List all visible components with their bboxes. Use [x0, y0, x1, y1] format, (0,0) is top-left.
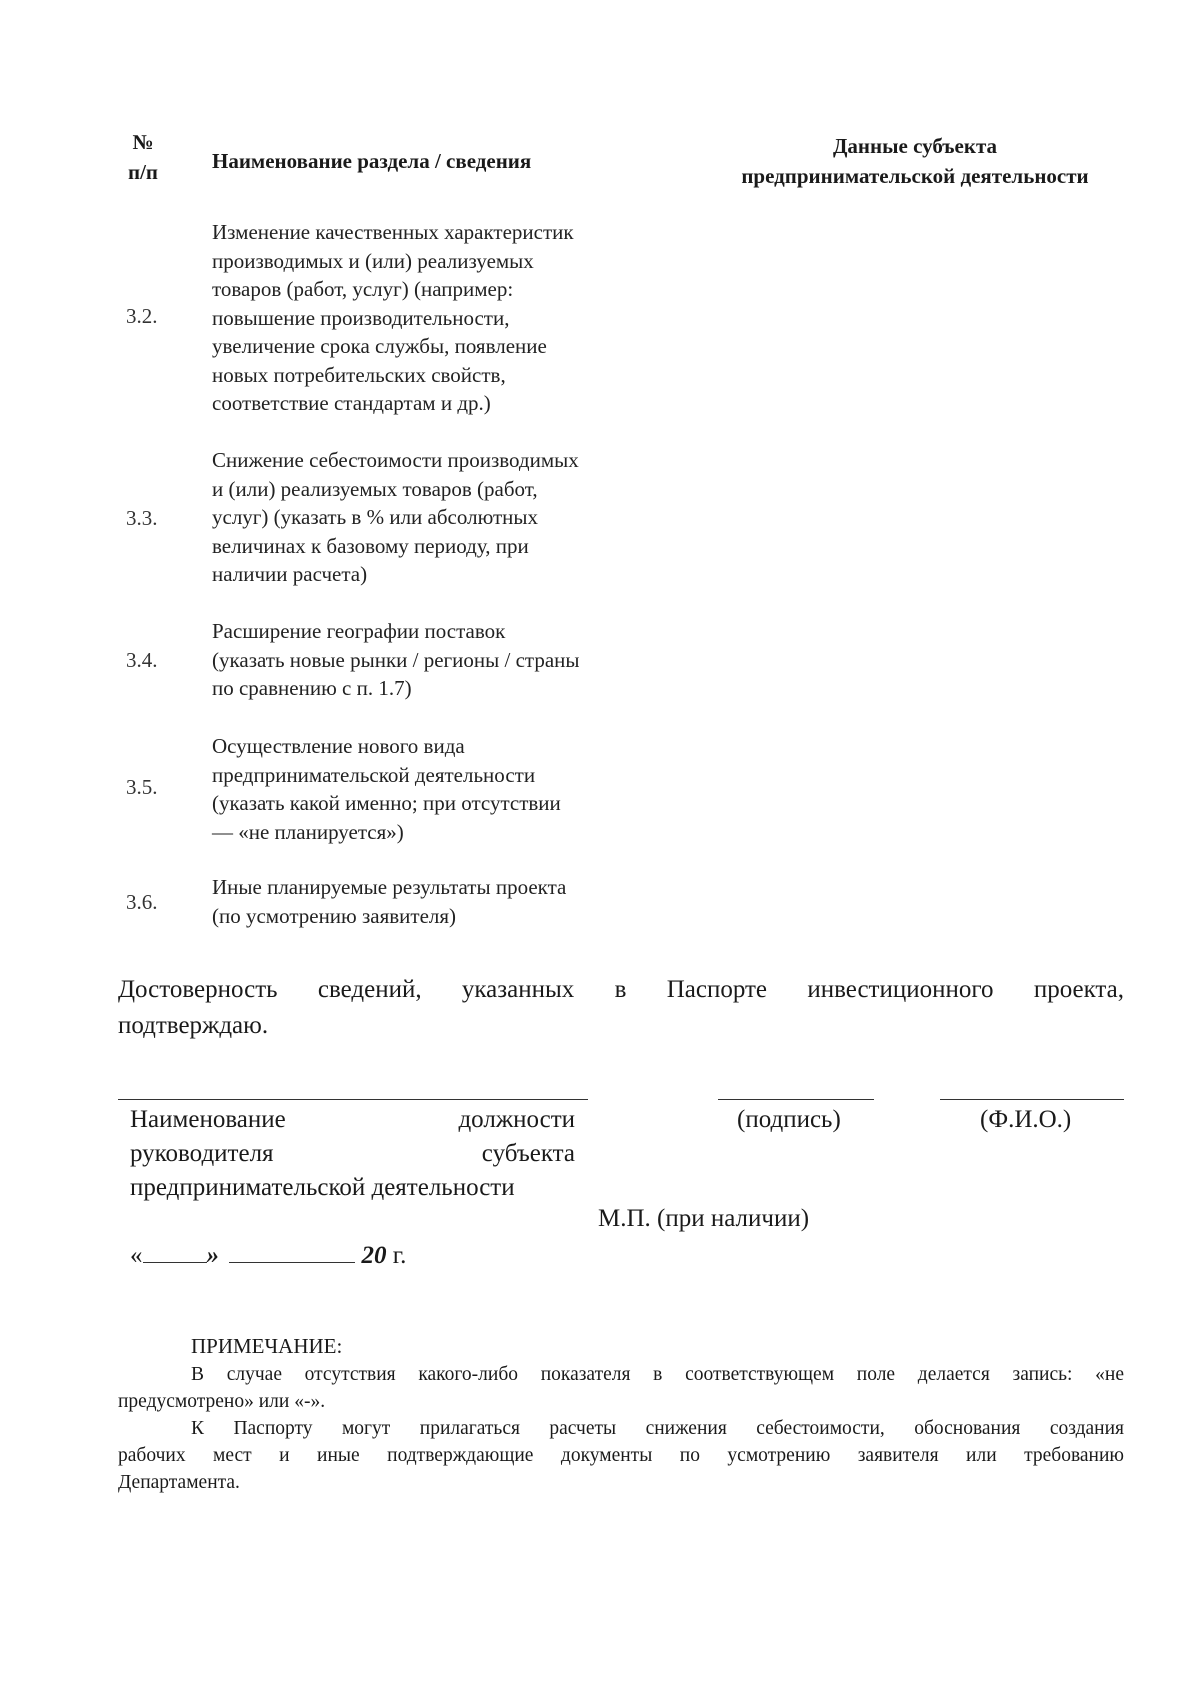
date-year: 20: [361, 1242, 387, 1269]
date-close-quote: »: [206, 1242, 219, 1269]
row-line: повышение производительности,: [212, 305, 510, 330]
position-word: руководителя: [130, 1140, 274, 1167]
note-p2-line2: рабочих мест и иные подтверждающие документы по усмотрению заявителя или требованию: [118, 1445, 1124, 1466]
certification-line-2: подтверждаю.: [118, 1012, 269, 1039]
date-line: [130, 1239, 406, 1273]
certification-line-1: Достоверность сведений, указанных в Паспорте инвестиционного проекта,: [118, 976, 1124, 1003]
row-line: (по усмотрению заявителя): [212, 903, 457, 928]
row-description: [212, 446, 579, 589]
position-word: должности: [458, 1106, 575, 1133]
position-label: [130, 1103, 575, 1205]
header-number-symbol: №: [132, 130, 154, 154]
row-line: (указать какой именно; при отсутствии: [212, 791, 561, 815]
row-description: [212, 218, 574, 418]
signature-label: (подпись): [737, 1106, 841, 1133]
row-description: [212, 732, 561, 846]
row-line: предпринимательской деятельности: [212, 762, 536, 787]
row-line: увеличение срока службы, появление: [212, 334, 547, 358]
row-number: 3.5.: [126, 775, 158, 799]
row-line: наличии расчета): [212, 562, 368, 586]
row-number: 3.6.: [126, 890, 158, 914]
position-word: предпринимательской деятельности: [130, 1174, 515, 1201]
row-line: Осуществление нового вида: [212, 734, 465, 758]
row-line: Снижение себестоимости производимых: [212, 448, 579, 472]
row-line: — «не планируется»): [212, 819, 404, 844]
table-header-entity-data: [680, 131, 1150, 191]
row-line: и (или) реализуемых товаров (работ,: [212, 476, 538, 501]
fio-label: (Ф.И.О.): [980, 1106, 1072, 1133]
note-p2-line1: К Паспорту могут прилагаться расчеты снижения себестоимости, обоснования создания: [191, 1418, 1124, 1439]
note-title: ПРИМЕЧАНИЕ:: [191, 1334, 343, 1358]
row-number: 3.3.: [126, 506, 158, 530]
position-signature-line: [118, 1099, 588, 1100]
row-line: товаров (работ, услуг) (например:: [212, 277, 514, 301]
row-number: 3.2.: [126, 304, 158, 328]
fio-line: [940, 1099, 1124, 1100]
table-header-number: [118, 127, 168, 187]
row-line: по сравнению с п. 1.7): [212, 676, 412, 700]
signature-line: [718, 1099, 874, 1100]
row-line: (указать новые рынки / регионы / страны: [212, 647, 580, 672]
certification-statement: [118, 972, 1124, 1044]
row-line: Расширение географии поставок: [212, 619, 506, 643]
position-word: субъекта: [481, 1140, 575, 1167]
position-word: Наименование: [130, 1106, 286, 1133]
row-number: 3.4.: [126, 648, 158, 672]
note-p1-line1: В случае отсутствия какого-либо показателя в соответствующем поле делается запись: «не: [191, 1364, 1124, 1385]
date-year-suffix: г.: [386, 1242, 407, 1269]
header-data-line-1: Данные субъекта: [832, 134, 998, 158]
table-header-section-name: Наименование раздела / сведения: [212, 149, 532, 173]
row-line: Иные планируемые результаты проекта: [212, 875, 567, 899]
row-line: величинах к базовому периоду, при: [212, 533, 529, 558]
stamp-label: М.П. (при наличии): [598, 1205, 810, 1232]
row-description: [212, 873, 566, 930]
row-description: [212, 617, 580, 703]
note-section: [118, 1361, 1124, 1496]
header-data-line-2: предпринимательской деятельности: [741, 164, 1089, 188]
date-month-blank[interactable]: [229, 1240, 355, 1263]
row-line: услуг) (указать в % или абсолютных: [212, 505, 539, 529]
header-number-abbrev: п/п: [127, 160, 159, 184]
date-open-quote: «: [130, 1242, 143, 1269]
note-p2-line3: Департамента.: [118, 1472, 240, 1493]
date-day-blank[interactable]: [143, 1240, 207, 1263]
row-line: Изменение качественных характеристик: [212, 220, 574, 244]
row-line: новых потребительских свойств,: [212, 362, 506, 387]
row-line: соответствие стандартам и др.): [212, 391, 491, 415]
row-line: производимых и (или) реализуемых: [212, 248, 534, 273]
note-p1-line2: предусмотрено» или «-».: [118, 1391, 326, 1412]
